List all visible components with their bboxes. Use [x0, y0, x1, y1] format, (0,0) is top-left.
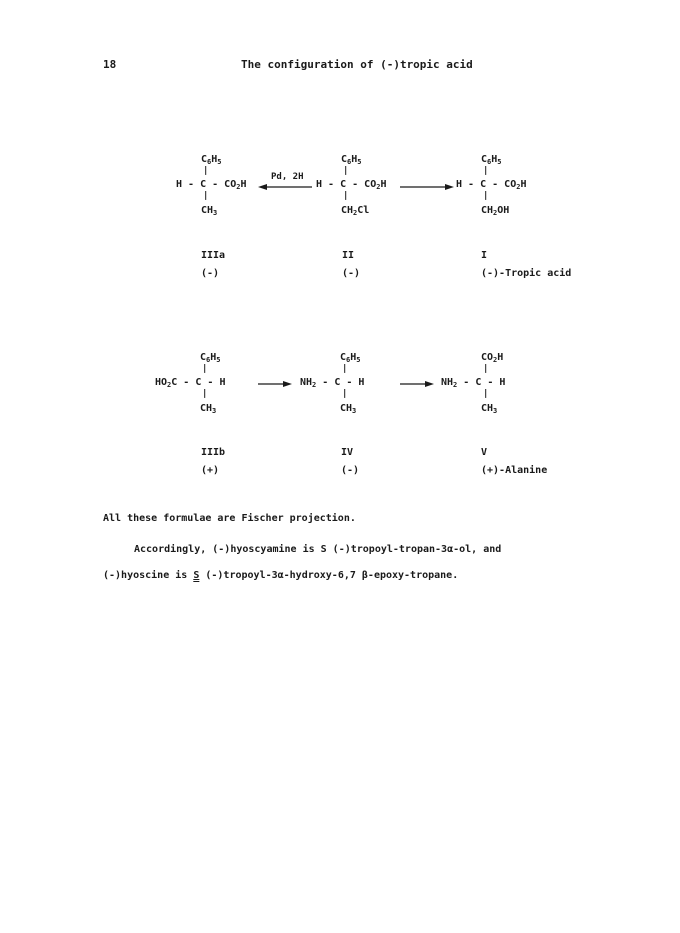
- formula-top-group: $C_6H_5$: [201, 154, 222, 166]
- arrow-label-reduction: Pd, 2H: [271, 172, 304, 182]
- bond-line: |: [342, 364, 348, 374]
- fischer-note: All these formulae are Fischer projection.: [103, 513, 356, 524]
- bond-line: |: [343, 166, 349, 176]
- compound-sign-IV: (-): [341, 465, 360, 476]
- formula-bottom-group: $CH_3$: [340, 403, 357, 415]
- compound-sign-V: (+)-Alanine: [481, 465, 548, 476]
- formula-II: [316, 155, 406, 225]
- bond-line: |: [483, 191, 489, 201]
- formula-bottom-group: $CH_3$: [201, 205, 218, 217]
- formula-bottom-group: $CH_3$: [481, 403, 498, 415]
- formula-main-row: $HO_2C$ - C - H: [155, 377, 226, 389]
- page-header-title: The configuration of (-)tropic acid: [241, 58, 473, 71]
- formula-main-row: H - C - $CO_2H$: [456, 179, 527, 191]
- formula-bottom-group: $CH_2OH$: [481, 205, 510, 217]
- reaction-arrow-left: [258, 183, 312, 191]
- compound-id-IIIa: IIIa: [201, 250, 226, 261]
- compound-id-IV: IV: [341, 447, 354, 458]
- formula-IIIb: [155, 353, 255, 423]
- paragraph-line-2: (-)hyoscine is S (-)tropoyl-3α-hydroxy-6,7 β-epoxy-tropane.: [103, 570, 459, 581]
- compound-sign-IIIb: (+): [201, 465, 220, 476]
- formula-bottom-group: $CH_3$: [200, 403, 217, 415]
- formula-main-row: $NH_2$ - C - H: [300, 377, 365, 389]
- bond-line: |: [483, 166, 489, 176]
- formula-top-group: $C_6H_5$: [200, 352, 221, 364]
- compound-id-V: V: [481, 447, 488, 458]
- bond-line: |: [343, 191, 349, 201]
- page-number: 18: [103, 58, 117, 71]
- compound-id-I: I: [481, 250, 488, 261]
- formula-main-row: H - C - $CO_2H$: [176, 179, 247, 191]
- formula-top-group: $C_6H_5$: [481, 154, 502, 166]
- formula-top-group: $CO_2H$: [481, 352, 504, 364]
- formula-V: [441, 353, 541, 423]
- formula-bottom-group: $CH_2Cl$: [341, 205, 370, 217]
- bond-line: |: [203, 166, 209, 176]
- formula-top-group: $C_6H_5$: [341, 154, 362, 166]
- bond-line: |: [342, 389, 348, 399]
- formula-main-row: $NH_2$ - C - H: [441, 377, 506, 389]
- compound-sign-IIIa: (-): [201, 268, 220, 279]
- reaction-arrow-right: [400, 380, 434, 388]
- compound-id-IIIb: IIIb: [201, 447, 226, 458]
- bond-line: |: [203, 191, 209, 201]
- formula-IIIa: [176, 155, 266, 225]
- compound-id-II: II: [342, 250, 355, 261]
- bond-line: |: [483, 364, 489, 374]
- paragraph-line-1: Accordingly, (-)hyoscyamine is S (-)tropoyl-tropan-3α-ol, and: [134, 544, 502, 555]
- bond-line: |: [483, 389, 489, 399]
- bond-line: |: [202, 389, 208, 399]
- compound-sign-I: (-)-Tropic acid: [481, 268, 572, 279]
- reaction-arrow-right: [400, 183, 454, 191]
- formula-main-row: H - C - $CO_2H$: [316, 179, 387, 191]
- formula-top-group: $C_6H_5$: [340, 352, 361, 364]
- reaction-arrow-right: [258, 380, 292, 388]
- bond-line: |: [202, 364, 208, 374]
- formula-IV: [300, 353, 400, 423]
- compound-sign-II: (-): [342, 268, 361, 279]
- formula-I: [456, 155, 546, 225]
- stereo-descriptor-s: S: [193, 570, 200, 581]
